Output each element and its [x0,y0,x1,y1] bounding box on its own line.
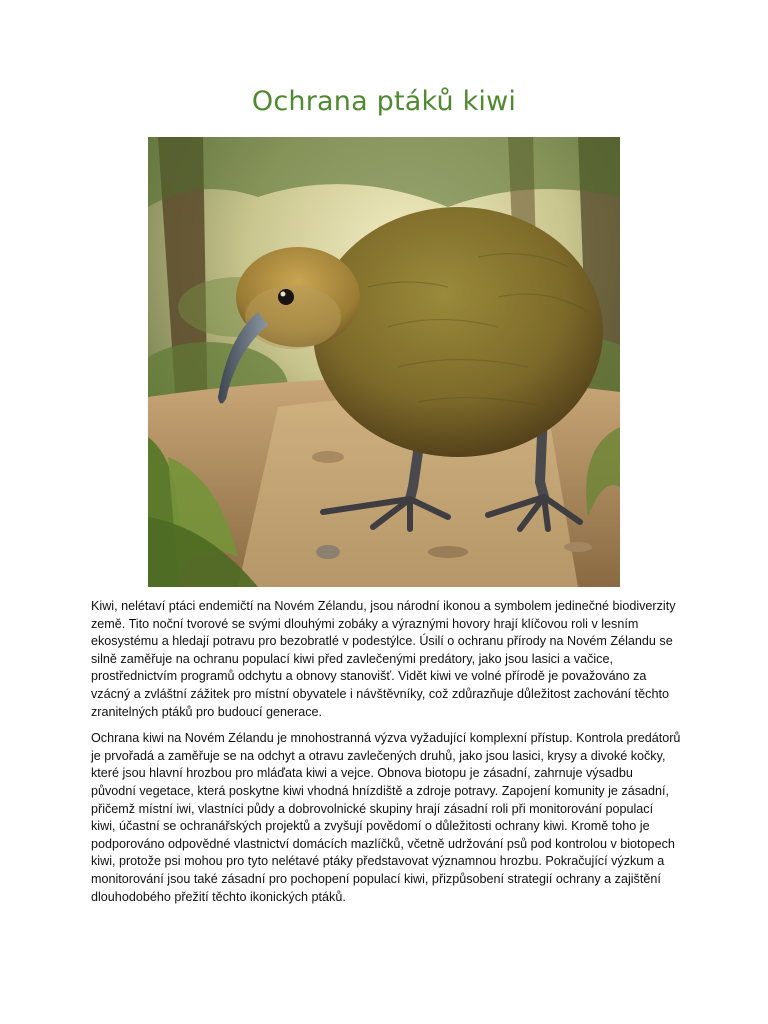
article-body [91,598,681,915]
page-title: Ochrana ptáků kiwi [251,86,517,117]
kiwi-illustration [148,137,620,587]
paragraph-2: Ochrana kiwi na Novém Zélandu je mnohostranná výzva vyžadující komplexní přístup. Kontrola predátorů je prvořadá a zaměřuje se na odchyt a otravu zavlečených druhů, jako jsou lasici, krysy a divoké kočky, které jsou hlavní hrozbou pro mláďata kiwi a vejce. Obnova biotopu je zásadní, zahrnuje výsadbu původní vegetace, která poskytne kiwi vhodná hnízdiště a zdroje potravy. Zapojení komunity je zásadní, přičemž místní iwi, vlastníci půdy a dobrovolnické skupiny hrají zásadní roli při monitorování populací kiwi, účastní se ochranářských projektů a zvyšují povědomí o důležitosti ochrany kiwi. Kromě toho je podporováno odpovědné vlastnictví domácích mazlíčků, včetně udržování psů pod kontrolou v biotopech kiwi, protože psi mohou pro tyto nelétavé ptáky představovat významnou hrozbu. Pokračující výzkum a monitorování jsou také zásadní pro pochopení populací kiwi, přizpůsobení strategií ochrany a zajištění dlouhodobého přežití těchto ikonických ptáků. [91,731,681,904]
paragraph-1: Kiwi, nelétaví ptáci endemičtí na Novém Zélandu, jsou národní ikonou a symbolem jedinečné biodiverzity země. Tito noční tvorové se svými dlouhými zobáky a výraznými hovory hrají klíčovou roli v lesním ekosystému a hledají potravu pro bezobratlé v podestýlce. Úsilí o ochranu přírody na Novém Zélandu se silně zaměřuje na ochranu populací kiwi před zavlečenými predátory, jako jsou lasici a vačice, prostřednictvím programů odchytu a obnovy stanovišť. Vidět kiwi ve volné přírodě je považováno za vzácný a zvláštní zážitek pro místní obyvatele i návštěvníky, což zdůrazňuje důležitost zachování těchto zranitelných ptáků pro budoucí generace. [91,599,676,719]
